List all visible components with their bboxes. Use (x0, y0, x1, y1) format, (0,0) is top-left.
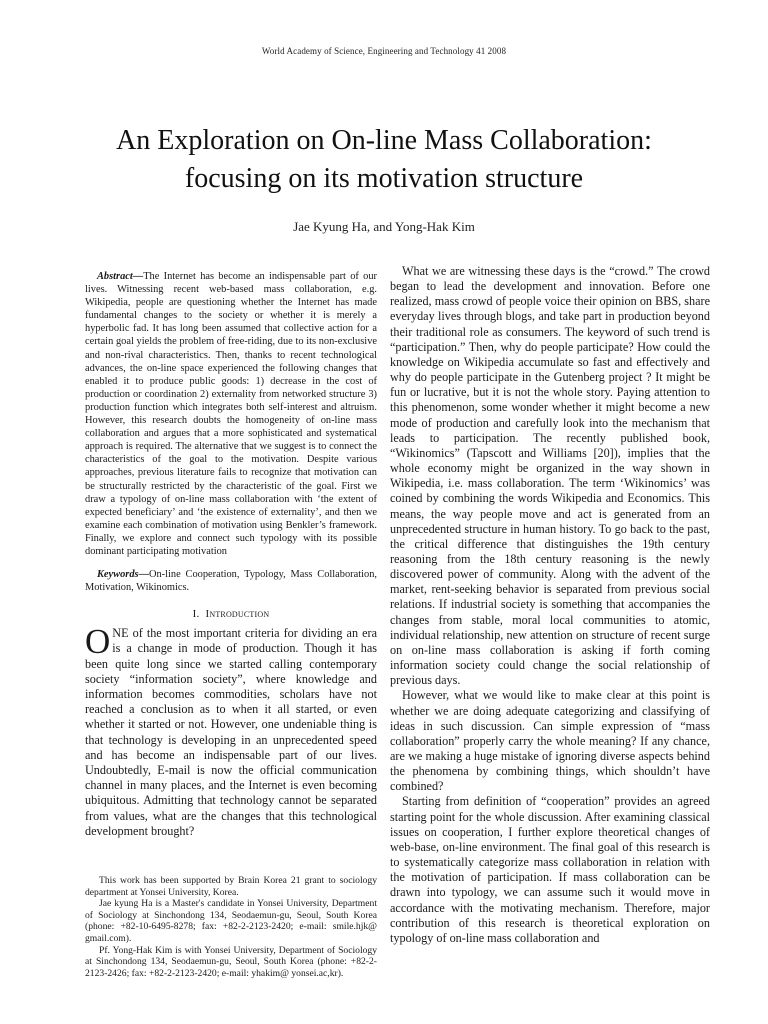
keywords-text: On-line Cooperation, Typology, Mass Collaboration, Motivation, Wikinomics. (85, 569, 377, 594)
keywords (85, 568, 377, 594)
title-line-2: focusing on its motivation structure (184, 163, 584, 194)
left-column (85, 264, 377, 979)
body-paragraph-3: Starting from definition of “cooperation” provides an agreed starting point for the whole discussion. After examining classical issues on cooperation, I further explore theoretical changes of web-base, on-line environment. The final goal of this research is to systematically categorize mass collaboration in relation with the motivation of participation. If mass collaboration can be drawn into typology, we can assume such it would move in accordance with the motivating mechanism. Therefore, major contribution of this research is theoretical exploration on typology of on-line mass collaboration and (390, 794, 710, 945)
footnote-author-1: Jae kyung Ha is a Master's candidate in Yonsei University, Department of Sociology at Sinchondong 134, Seodaemun-gu, Seoul, South Korea (phone: +82-10-6495-8278; fax: +82-2-2123-2420; e-mail: smile.hjk@ gmail.com). (85, 898, 377, 945)
introduction-paragraph (85, 622, 377, 839)
abstract-text: The Internet has become an indispensable part of our lives. Witnessing recent web-based mass collaboration, e.g. Wikipedia, people are questioning whether the Internet has made fundamental changes to the society or whether it is merely a hyperbolic fad. It has long been assumed that collective action for a certain goal yields the problem of free-riding, due to its non-exclusive and non-rival characteristics. Then, thanks to recent technological advances, the on-line space experienced the following changes that enabled it to produce public goods: 1) decrease in the cost of production or coordination 2) externality from networked structure 3) production function which integrates both self-interest and altruism. However, this research doubts the homogeneity of on-line mass collaboration and argues that a more sophisticated and systematical approach is required. The alternative that we suggest is to connect the characteristics of the goal to the motivation. Despite various approaches, previous literature fails to recognize that motivation can be structurally restricted by the characteristic of the goal. First we draw a typology of on-line mass collaboration with ‘the extent of expected beneficiary’ and ‘the existence of externality’, and then we examine each combination of motivation using Benkler’s framework. Finally, we explore and connect such typology with its possible dominant participating motivation (85, 271, 377, 557)
drop-cap: O (85, 622, 111, 662)
section-number: I. (192, 608, 200, 621)
footnote-author-2: Pf. Yong-Hak Kim is with Yonsei University, Department of Sociology at Sinchondong 134, Seodaemun-gu, Seoul, South Korea (phone: +82-2-2123-2426; fax: +82-2-2123-2420; e-mail: yhakim@ yonsei.ac,kr). (85, 944, 377, 979)
keywords-lead: Keywords— (97, 569, 149, 581)
title-line-1: An Exploration on On-line Mass Collaboration: (116, 125, 652, 156)
introduction-text: NE of the most important criteria for dividing an era is a change in mode of production. Though it has been quite long since we started calling contemporary society “information society”, where knowledge and information becomes commodities, scholars have not reached a conclusion as to when it all started, or even whether it started or not. However, one undeniable thing is that technology is developing in an unprecedented speed and has become an indispensable part of our lives. Undoubtedly, E-mail is now the official communication channel in many places, and the Internet is even becoming ubiquitous. Admitting that technology cannot be separated from values, what are the changes that this technological development brought? (85, 626, 377, 838)
author-list: Jae Kyung Ha, and Yong-Hak Kim (293, 219, 475, 234)
body-paragraph-1: What we are witnessing these days is the “crowd.” The crowd began to lead the development and innovation. Before one realized, mass crowd of people voice their opinion on BBS, share everyday lives through blogs, and take part in production beyond their traditional role as consumers. The keyword of such trend is “participation.” Then, why do people participate? How could the knowledge on Wikipedia accumulate so fast and effectively and why do people participate in the Gutenberg project ? It might be fun or lucrative, but it is not the whole story. Paying attention to this phenomenon, some wonder whether it might become a new mode of production and carefully look into the mechanism that leads to participation. The recently published book, “Wikinomics” (Tapscott and Williams [20]), implies that the whole economy might be organized in the way shown in Wikipedia, i.e. mass collaboration. The term ‘Wikinomics’ was coined by combining the words Wikipedia and Economics. This means, the way people move and act is generated from an unprecedented structure in human history. To go back to the past, the critical difference that distinguishes the 19th century reasoning from the 18th century reasoning is the newly discovered power of community. Along with the advent of the market, rent-seeking behavior is separated from previous social relations. If industrial society is something that accompanies the changes from stable, moral local communities to atomic, individual relationship, new attention on structure of recent surge on on-line mass collaboration is asking if forth coming information society could change the social relationship of previous days. (390, 264, 710, 688)
body-paragraph-2: However, what we would like to make clear at this point is whether we are doing adequate categorizing and classifying of ideas in such discussion. Can simple expression of “mass collaboration” properly carry the whole meaning? If any chance, are we making a huge mistake of ignoring diverse aspects behind the phenomena by combining things, which shouldn’t have combined? (390, 688, 710, 794)
running-header: World Academy of Science, Engineering and Technology 41 2008 (261, 46, 507, 56)
footnotes (85, 875, 377, 979)
footnote-funding: This work has been supported by Brain Korea 21 grant to sociology department at Yonsei University, Korea. (85, 875, 377, 898)
right-column (390, 264, 710, 946)
section-heading-introduction (85, 608, 377, 620)
section-title: Introduction (205, 608, 270, 621)
abstract (85, 270, 377, 558)
abstract-lead: Abstract— (97, 271, 144, 282)
paper-title (40, 122, 728, 198)
